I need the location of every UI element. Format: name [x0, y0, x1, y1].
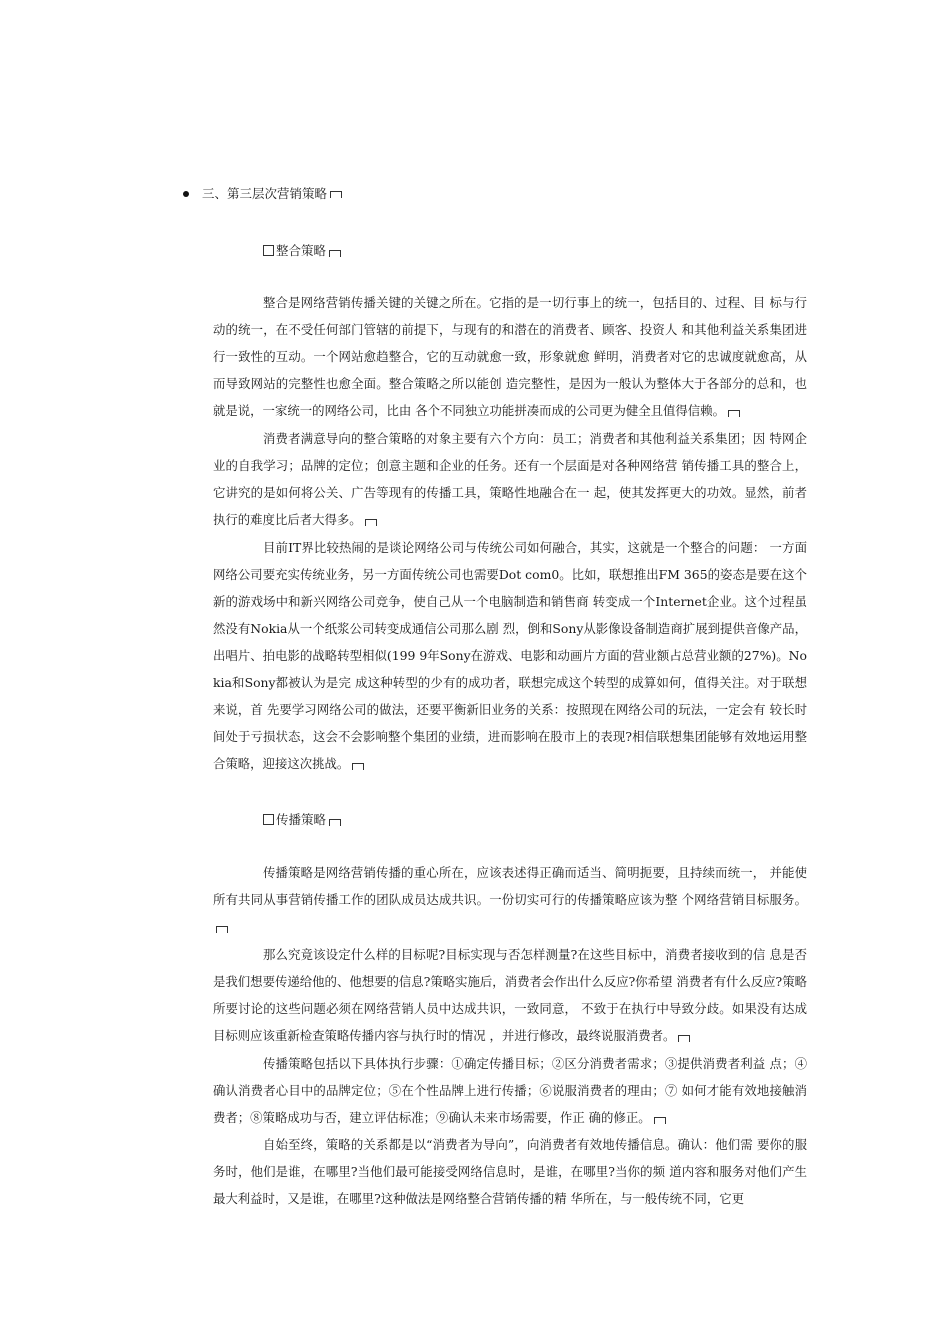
paragraph-text: 整合是网络营销传播关键的关键之所在。它指的是一切行事上的统一，包括目的、过程、目 标与行动的统一，在不受任何部门管辖的前提下，与现有的和潜在的消费者、顾客、投资人 和其他利益关系集团进行一致性的互动。一个网站愈趋整合，它的互动就愈一致，形象就愈 鲜明，消费者对它的忠诚度就愈高，从而导致网站的完整性也愈全面。整合策略之所以能创 造完整性，是因为一般认为整体大于各部分的总和，也就是说，一家统一的网络公司，比由 各个不同独立功能拼凑而成的公司更为健全且值得信赖。 [213, 295, 807, 418]
paragraph-text: 目前IT界比较热闹的是谈论网络公司与传统公司如何融合，其实，这就是一个整合的问题： 一方面网络公司要充实传统业务，另一方面传统公司也需要Dot com0。比如，联想推出FM 365的姿态是要在这个新的游戏场中和新兴网络公司竞争，使自己从一个电脑制造和销售商 转变成一个Internet企业。这个过程虽然没有Nokia从一个纸浆公司转变成通信公司那么剧 烈，倒和Sony从影像设备制造商扩展到提供音像产品，出唱片、拍电影的战略转型相似(199 9年Sony在游戏、电影和动画片方面的营业额占总营业额的27%)。Nokia和Sony都被认为是完 成这种转型的少有的成功者，联想完成这个转型的成算如何，值得关注。对于联想来说，首 先要学习网络公司的做法，还要平衡新旧业务的关系：按照现在网络公司的玩法，一定会有 较长时间处于亏损状态，这会不会影响整个集团的业绩，进而影响在股市上的表现?相信联想集团能够有效地运用整合策略，迎接这次挑战。 [213, 540, 807, 771]
paragraph-mark-icon [216, 926, 228, 933]
subsection-heading-communication [263, 810, 341, 830]
checkbox-icon [263, 814, 274, 825]
paragraph-text: 传播策略是网络营销传播的重心所在，应该表述得正确而适当、简明扼要，且持续而统一， 并能使所有共同从事营销传播工作的团队成员达成共识。一份切实可行的传播策略应该为整 个网络营销目标服务。 [213, 865, 807, 907]
paragraph-mark-icon [654, 1117, 666, 1124]
paragraph-mark-icon [330, 191, 342, 198]
paragraph [213, 289, 807, 424]
subsection-heading-text: 整合策略 [276, 243, 327, 258]
paragraph-mark-icon [329, 819, 341, 826]
paragraph-text: 那么究竟该设定什么样的目标呢?目标实现与否怎样测量?在这些目标中，消费者接收到的信 息是否是我们想要传递给他的、他想要的信息?策略实施后，消费者会作出什么反应?你希望 消费者有什么反应?策略所要讨论的这些问题必须在网络营销人员中达成共识，一致同意， 不致于在执行中导致分歧。如果没有达成目标则应该重新检查策略传播内容与执行时的情况 ，并进行修改，最终说服消费者。 [213, 947, 807, 1043]
bullet-icon [183, 191, 189, 197]
paragraph-mark-icon [678, 1035, 690, 1042]
paragraph [213, 1131, 807, 1212]
subsection-heading-text: 传播策略 [276, 812, 327, 827]
paragraph-mark-icon [329, 250, 341, 257]
paragraph-text: 消费者满意导向的整合策略的对象主要有六个方向：员工；消费者和其他利益关系集团；因 特网企业的自我学习；品牌的定位；创意主题和企业的任务。还有一个层面是对各种网络营 销传播工具的整合上，它讲究的是如何将公关、广告等现有的传播工具，策略性地融合在一 起，使其发挥更大的功效。显然，前者执行的难度比后者大得多。 [213, 431, 807, 527]
paragraph-text: 传播策略包括以下具体执行步骤：①确定传播目标；②区分消费者需求；③提供消费者利益 点；④确认消费者心目中的品牌定位；⑤在个性品牌上进行传播；⑥说服消费者的理由；⑦ 如何才能有效地接触消费者；⑧策略成功与否，建立评估标准；⑨确认未来市场需要，作正 确的修正。 [213, 1056, 807, 1125]
section-heading [183, 184, 342, 204]
checkbox-icon [263, 245, 274, 256]
paragraph [213, 425, 807, 533]
subsection-heading-integration [263, 241, 341, 261]
paragraph [213, 534, 807, 777]
section-heading-text: 三、第三层次营销策略 [202, 186, 328, 201]
paragraph-mark-icon [728, 410, 740, 417]
paragraph [213, 859, 807, 940]
paragraph-text: 自始至终，策略的关系都是以“消费者为导向”，向消费者有效地传播信息。确认：他们需 要你的服务时，他们是谁，在哪里?当他们最可能接受网络信息时，是谁，在哪里?当你的频 道内容和服务对他们产生最大利益时，又是谁，在哪里?这种做法是网络整合营销传播的精 华所在，与一般传统不同，它更 [213, 1137, 807, 1206]
paragraph-mark-icon [365, 519, 377, 526]
paragraph-mark-icon [352, 763, 364, 770]
paragraph [213, 1050, 807, 1131]
paragraph [213, 941, 807, 1049]
